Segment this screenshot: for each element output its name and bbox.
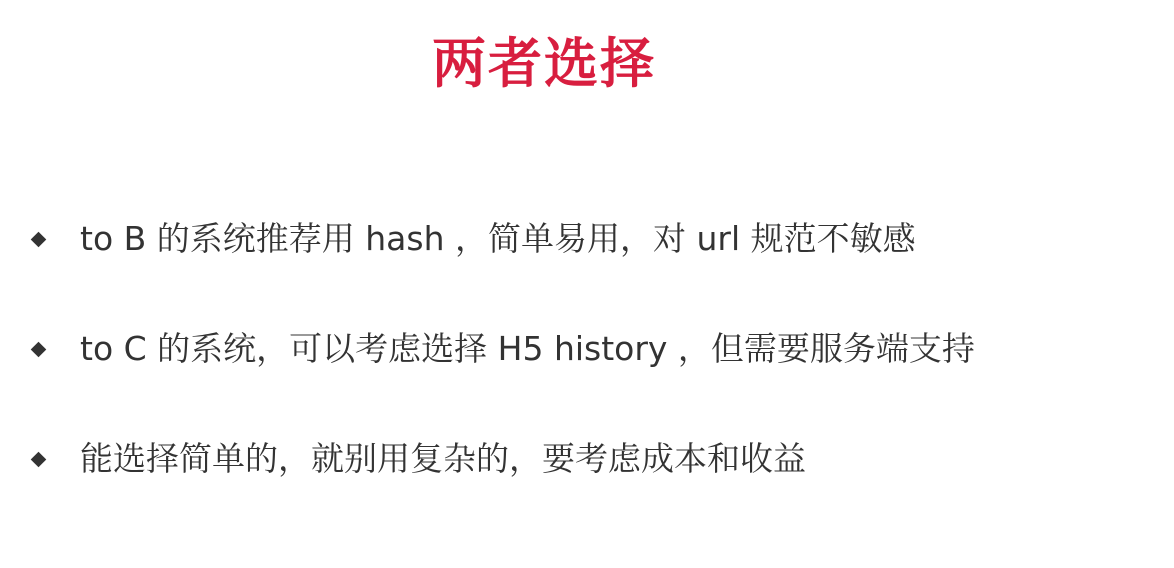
bullet-text: to C 的系统，可以考虑选择 H5 history ，但需要服务端支持 (80, 329, 975, 368)
bullet-text: to B 的系统推荐用 hash ，简单易用，对 url 规范不敏感 (80, 219, 916, 258)
diamond-bullet-icon (31, 341, 47, 357)
diamond-bullet-icon (31, 451, 47, 467)
diamond-bullet-icon (31, 231, 47, 247)
slide-title: 两者选择 (432, 32, 656, 95)
bullet-list (30, 206, 975, 492)
bullet-text: 能选择简单的，就别用复杂的，要考虑成本和收益 (80, 439, 806, 478)
bullet-item (30, 426, 975, 492)
bullet-item (30, 316, 975, 382)
bullet-item (30, 206, 975, 272)
